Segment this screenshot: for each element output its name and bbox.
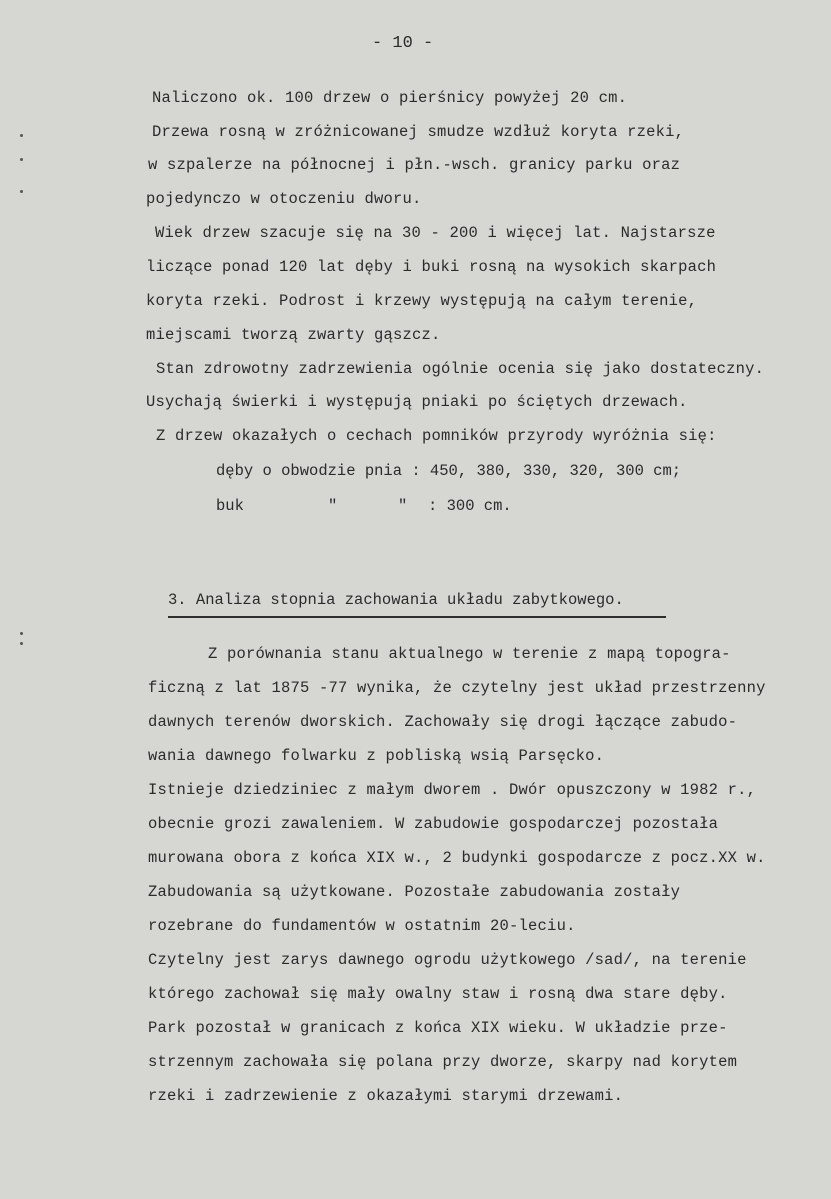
- text-line: pojedynczo w otoczeniu dworu.: [146, 190, 422, 208]
- text-line: wania dawnego folwarku z pobliską wsią Parsęcko.: [148, 747, 605, 765]
- text-line: Z porównania stanu aktualnego w terenie z mapą topogra-: [208, 645, 731, 663]
- ditto-mark: ": [398, 497, 408, 515]
- text-line: Istnieje dziedziniec z małym dworem . Dwór opuszczony w 1982 r.,: [148, 781, 757, 799]
- text-line: Naliczono ok. 100 drzew o pierśnicy powyżej 20 cm.: [152, 89, 628, 107]
- beech-label: buk: [216, 497, 244, 515]
- text-line: dawnych terenów dworskich. Zachowały się drogi łączące zabudo-: [148, 713, 738, 731]
- margin-speck: [20, 134, 23, 137]
- text-line: strzennym zachowała się polana przy dworze, skarpy nad korytem: [148, 1053, 738, 1071]
- oak-circumference-line: dęby o obwodzie pnia : 450, 380, 330, 320, 300 cm;: [216, 462, 682, 480]
- text-line: w szpalerze na północnej i płn.-wsch. granicy parku oraz: [148, 156, 681, 174]
- margin-speck: [20, 190, 23, 193]
- text-line: Zabudowania są użytkowane. Pozostałe zabudowania zostały: [148, 883, 681, 901]
- margin-speck: [20, 642, 23, 645]
- margin-speck: [20, 158, 23, 161]
- text-line: ficzną z lat 1875 -77 wynika, że czytelny jest układ przestrzenny: [148, 679, 766, 697]
- ditto-mark: ": [328, 497, 338, 515]
- text-line: murowana obora z końca XIX w., 2 budynki gospodarcze z pocz.XX w.: [148, 849, 766, 867]
- text-line: Usychają świerki i występują pniaki po ściętych drzewach.: [146, 393, 688, 411]
- text-line: Park pozostał w granicach z końca XIX wieku. W układzie prze-: [148, 1019, 728, 1037]
- text-line: rozebrane do fundamentów w ostatnim 20-leciu.: [148, 917, 576, 935]
- text-line: rzeki i zadrzewienie z okazałymi starymi drzewami.: [148, 1087, 624, 1105]
- beech-circumference-value: : 300 cm.: [428, 497, 512, 515]
- text-line: miejscami tworzą zwarty gąszcz.: [146, 326, 441, 344]
- heading-underline: [168, 616, 666, 618]
- text-line: Stan zdrowotny zadrzewienia ogólnie ocenia się jako dostateczny.: [156, 360, 765, 378]
- text-line: Drzewa rosną w zróżnicowanej smudze wzdłuż koryta rzeki,: [152, 123, 685, 141]
- text-line: Z drzew okazałych o cechach pomników przyrody wyróżnia się:: [156, 427, 717, 445]
- page-number: - 10 -: [372, 34, 434, 53]
- text-line: którego zachował się mały owalny staw i rosną dwa stare dęby.: [148, 985, 728, 1003]
- text-line: liczące ponad 120 lat dęby i buki rosną na wysokich skarpach: [146, 258, 717, 276]
- text-line: Wiek drzew szacuje się na 30 - 200 i więcej lat. Najstarsze: [155, 224, 716, 242]
- text-line: Czytelny jest zarys dawnego ogrodu użytkowego /sad/, na terenie: [148, 951, 747, 969]
- text-line: koryta rzeki. Podrost i krzewy występują na całym terenie,: [146, 292, 698, 310]
- section-heading: 3. Analiza stopnia zachowania układu zabytkowego.: [168, 591, 624, 609]
- text-line: obecnie grozi zawaleniem. W zabudowie gospodarczej pozostała: [148, 815, 719, 833]
- margin-speck: [20, 632, 23, 635]
